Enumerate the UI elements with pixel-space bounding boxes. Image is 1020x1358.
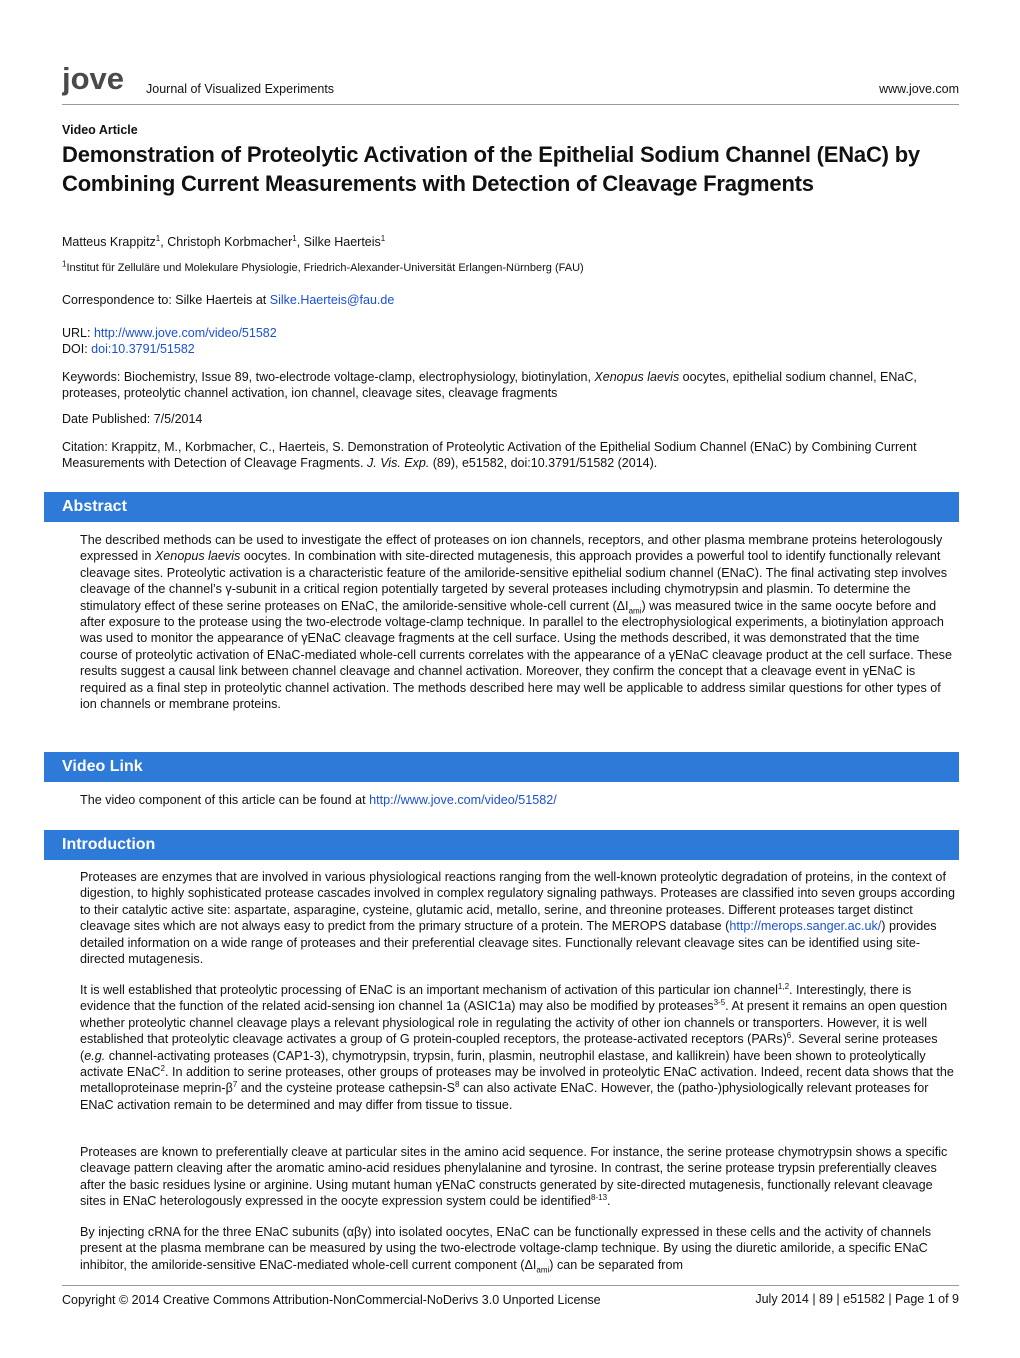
footer-copyright: Copyright © 2014 Creative Commons Attribution-NonCommercial-NoDerivs 3.0 Unported License xyxy=(62,1293,601,1307)
video-url-link[interactable]: http://www.jove.com/video/51582/ xyxy=(369,793,557,807)
intro-text: ) provides detailed information on a wide range of proteases and their preferential cleavage sites. Functionally relevant cleavage sites can be identified using site-directed mutagenesis. xyxy=(80,919,937,967)
intro-paragraph-4 xyxy=(80,1224,959,1273)
doi-label: DOI: xyxy=(62,342,92,356)
affiliation-text: Institut für Zelluläre und Molekulare Physiologie, Friedrich-Alexander-Universität Erlangen-Nürnberg (FAU) xyxy=(66,262,584,274)
citation-journal: J. Vis. Exp. xyxy=(367,456,430,470)
intro-text: channel-activating proteases (CAP1-3), chymotrypsin, trypsin, furin, plasmin, neutrophil elastase, and kallikrein) have been shown to proteolytically activate ENaC xyxy=(80,1048,926,1080)
jove-logo[interactable] xyxy=(62,64,134,105)
abstract-part: The described methods can be used to investigate the effect of proteases on ion channels, receptors, and other plasma membrane proteins heterologously expressed in xyxy=(80,533,943,564)
video-link-label: The video component of this article can be found at xyxy=(80,793,370,807)
video-link-text xyxy=(80,792,959,808)
intro-text: Proteases are enzymes that are involved in various physiological reactions ranging from the well-known proteolytic degradation of proteins, in the context of digestion, to highly sophisticated protease cascades involved in complex regulatory signaling pathways. Proteases are classified into seven groups according to their catalytic active site: aspartate, asparagine, cysteine, glutamic acid, metallo, serine, and threonine proteases. Different proteases target distinct cleavage sites which are not always easy to predict from the primary structure of a protein. The MEROPS database ( xyxy=(80,870,956,934)
author: Matteus Krappitz xyxy=(62,235,156,249)
citation-text-end: (89), e51582, doi:10.3791/51582 (2014). xyxy=(429,456,658,470)
affiliation-marker: 1 xyxy=(155,233,161,243)
journal-name: Journal of Visualized Experiments xyxy=(146,82,335,96)
intro-text: . In addition to serine proteases, other groups of proteases may be involved in proteolytic ENaC activation. Indeed, recent data shows that the metalloproteinase meprin-β xyxy=(80,1065,954,1096)
doi-link[interactable]: doi:10.3791/51582 xyxy=(91,342,195,356)
introduction-heading: Introduction xyxy=(44,830,959,860)
author-list xyxy=(62,235,959,249)
page-header xyxy=(62,60,959,105)
intro-paragraph-2 xyxy=(80,982,959,1113)
abstract-text xyxy=(80,532,959,712)
author-separator: , xyxy=(160,235,168,249)
citation-text: Citation: Krappitz, M., Korbmacher, C., Haerteis, S. Demonstration of Proteolytic Activation of the Epithelial Sodium Channel (ENaC) by Combining Current Measurements with Detection of Cleavage Fragments. xyxy=(62,440,917,470)
correspondence-label: Correspondence to: Silke Haerteis at xyxy=(62,293,270,307)
keywords-text: Keywords: Biochemistry, Issue 89, two-electrode voltage-clamp, electrophysiology, biotinylation, xyxy=(62,370,595,384)
intro-text: By injecting cRNA for the three ENaC subunits (αβγ) into isolated oocytes, ENaC can be functionally expressed in these cells and the activity of channels present at the plasma membrane can be measured by using the two-electrode voltage-clamp technique. By using the diuretic amiloride, a specific ENaC inhibitor, the amiloride-sensitive ENaC-mediated whole-cell current component (ΔI xyxy=(80,1225,932,1272)
keywords-text-end: oocytes, epithelial sodium channel, ENaC, proteases, proteolytic channel activation, ion channel, cleavage sites, cleavage fragments xyxy=(62,370,917,400)
intro-subscript: ami xyxy=(536,1265,550,1275)
abstract-part: oocytes. In combination with site-directed mutagenesis, this approach provides a powerful tool to identify functionally relevant cleavage sites. Proteolytic activation is a characteristic feature of the amiloride-sensitive epithelial sodium channel (ENaC). The final activating step involves cleavage of the channel’s γ-subunit in a critical region potentially targeted by several proteases including chymotrypsin and plasmin. To determine the stimulatory effect of these serine proteases on ENaC, the amiloride-sensitive whole-cell current (ΔI xyxy=(80,549,948,613)
affiliation-marker: 1 xyxy=(292,233,297,243)
reference-marker: 8 xyxy=(455,1080,460,1090)
intro-paragraph-1 xyxy=(80,869,959,967)
keywords xyxy=(62,369,959,401)
intro-text: and the cysteine protease cathepsin-S xyxy=(237,1081,456,1096)
url-label: URL: xyxy=(62,326,94,340)
abstract-subscript: ami xyxy=(628,606,642,616)
website-link[interactable]: www.jove.com xyxy=(879,82,959,96)
video-link-heading: Video Link xyxy=(44,752,959,782)
reference-marker: 1,2 xyxy=(777,981,790,991)
author: Silke Haerteis xyxy=(303,235,381,249)
abstract-italic: Xenopus laevis xyxy=(154,549,241,564)
reference-marker: 2 xyxy=(160,1063,165,1073)
footer-divider xyxy=(62,1285,959,1286)
author-separator: , xyxy=(296,235,304,249)
merops-link[interactable]: http://merops.sanger.ac.uk/ xyxy=(729,919,882,934)
author: Christoph Korbmacher xyxy=(167,235,293,249)
intro-italic: e.g. xyxy=(84,1048,106,1063)
intro-paragraph-3 xyxy=(80,1144,959,1210)
svg-text:jove: jove xyxy=(62,64,125,96)
intro-text: . At present it remains an open question whether proteolytic channel cleavage plays a relevant physiological role in regulating the activity of other ion channels or transporters. However, it is well established that proteolytic cleavage activates a group of G protein-coupled receptors, the protease-activated receptors (PARs) xyxy=(80,999,948,1047)
footer-page-info: July 2014 | 89 | e51582 | Page 1 of 9 xyxy=(755,1292,959,1306)
reference-marker: 7 xyxy=(232,1080,238,1090)
correspondence-email-link[interactable]: Silke.Haerteis@fau.de xyxy=(269,293,395,307)
intro-text: . Interestingly, there is evidence that the function of the related acid-sensing ion channel 1a (ASIC1a) may also be modified by proteases xyxy=(80,983,912,1014)
intro-text: ) can be separated from xyxy=(549,1257,684,1272)
intro-text: . xyxy=(607,1194,611,1209)
abstract-heading: Abstract xyxy=(44,492,959,522)
reference-marker: 3-5 xyxy=(713,998,726,1008)
affiliation xyxy=(62,259,959,274)
date-published: Date Published: 7/5/2014 xyxy=(62,412,203,426)
keywords-italic: Xenopus laevis xyxy=(594,370,680,384)
reference-marker: 8-13 xyxy=(591,1193,608,1203)
article-urls xyxy=(62,325,959,357)
intro-text: can also activate ENaC. However, the (patho-)physiologically relevant proteases for ENaC activation remain to be determined and may differ from tissue to tissue. xyxy=(80,1081,929,1112)
reference-marker: 6 xyxy=(786,1031,792,1041)
article-url-link[interactable]: http://www.jove.com/video/51582 xyxy=(93,326,277,340)
correspondence xyxy=(62,293,959,307)
abstract-part: ) was measured twice in the same oocyte before and after exposure to the protease using the two-electrode voltage-clamp technique. In parallel to the electrophysiological experiments, a biotinylation approach was used to monitor the appearance of γENaC cleavage fragments at the cell surface. Using the methods described, it was demonstrated that the time course of proteolytic activation of ENaC-mediated whole-cell currents correlates with the appearance of a γENaC cleavage product at the cell surface. These results suggest a causal link between channel cleavage and channel activation. Moreover, they confirm the concept that a cleavage event in γENaC is required as a final step in proteolytic channel activation. The methods described here may well be applicable to address similar questions for other types of ion channels or membrane proteins. xyxy=(80,598,952,712)
article-type: Video Article xyxy=(62,123,138,137)
intro-text: . Several serine proteases ( xyxy=(80,1032,938,1063)
citation xyxy=(62,439,959,471)
article-title: Demonstration of Proteolytic Activation of the Epithelial Sodium Channel (ENaC) by Combining Current Measurements with Detection of Cleavage Fragments xyxy=(62,142,920,196)
intro-text: It is well established that proteolytic processing of ENaC is an important mechanism of activation of this particular ion channel xyxy=(80,983,778,997)
jove-logo-icon xyxy=(62,64,134,100)
intro-text: Proteases are known to preferentially cleave at particular sites in the amino acid sequence. For instance, the serine protease chymotrypsin shows a specific cleavage pattern cleaving after the aromatic amino-acid residues phenylalanine and tyrosine. In contrast, the serine protease trypsin preferentially cleaves after the basic residues lysine or arginine. Using mutant human γENaC constructs generated by site-directed mutagenesis, functionally relevant cleavage sites in ENaC heterologously expressed in the oocyte expression system could be identified xyxy=(80,1145,948,1209)
affiliation-marker: 1 xyxy=(380,233,386,243)
affiliation-number: 1 xyxy=(62,259,67,269)
